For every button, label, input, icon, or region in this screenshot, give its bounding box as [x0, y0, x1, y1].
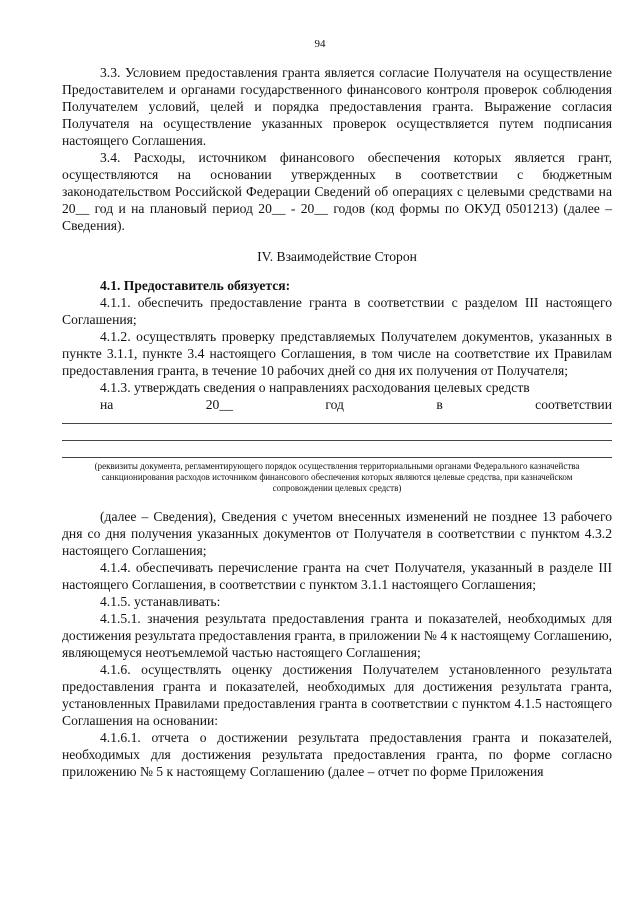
paragraph-4-1-4: 4.1.4. обеспечивать перечисление гранта на счет Получателя, указанный в разделе III настоящего Соглашения, в соответствии с пунктом 3.1.1 настоящего Соглашения;	[62, 560, 612, 592]
paragraph-4-1-5-1: 4.1.5.1. значения результата предоставления гранта и показателей, необходимых для достижения результата предоставления гранта, в приложении № 4 к настоящему Соглашению, являющемуся неотъемлемой частью настоящего Соглашения;	[62, 611, 612, 660]
word: год	[325, 397, 344, 412]
word: на	[100, 397, 114, 412]
paragraph-4-1-5: 4.1.5. устанавливать:	[100, 594, 221, 609]
paragraph-4-1-6-1: 4.1.6.1. отчета о достижении результата предоставления гранта и показателей, необходимых для достижения результата предоставления гранта, по форме согласно приложению № 5 к настоящему Соглашению (далее – отчет по форме Приложения	[62, 730, 612, 779]
paragraph-4-1-1: 4.1.1. обеспечить предоставление гранта в соответствии с разделом III настоящего Соглашения;	[62, 295, 612, 327]
fill-in-line	[62, 457, 612, 458]
paragraph-3-3: 3.3. Условием предоставления гранта является согласие Получателя на осуществление Предоставителем и органами государственного финансового контроля проверок соблюдения Получателем условий, целей и порядка предоставления гранта. Выражение согласия Получателя на осуществление указанных проверок осуществляется путем подписания настоящего Соглашения.	[62, 65, 612, 148]
page-number: 94	[314, 38, 326, 50]
paragraph-3-4: 3.4. Расходы, источником финансового обеспечения которых является грант, осуществляются на основании утвержденных в соответствии с бюджетным законодательством Российской Федерации Сведений об операциях с целевыми средствами на 20__ год и на плановый период 20__ - 20__ годов (код формы по ОКУД 0501213) (далее – Сведения).	[62, 150, 612, 233]
word: в	[436, 397, 443, 412]
document-body	[62, 64, 612, 780]
footnote-caption: (реквизиты документа, регламентирующего порядок осуществления территориальными органами Федерального казначейства санкционирования расходов источником финансового обеспечения которых являются целевые средства, при казначейском сопровождении целевых средств)	[94, 461, 580, 493]
paragraph-4-1-3-continuation	[100, 396, 612, 413]
word: соответствии	[535, 397, 612, 412]
paragraph-4-1-2: 4.1.2. осуществлять проверку представляемых Получателем документов, указанных в пункте 3.1.1, пункте 3.4 настоящего Соглашения, в том числе на соответствие их Правилам предоставления гранта, в течение 10 рабочих дней со дня их получения от Получателя;	[62, 329, 612, 378]
word: 20__	[205, 397, 233, 412]
paragraph-4-1: 4.1. Предоставитель обязуется:	[100, 278, 291, 293]
section-heading: IV. Взаимодействие Сторон	[257, 249, 417, 264]
paragraph-details: (далее – Сведения), Сведения с учетом внесенных изменений не позднее 13 рабочего дня со дня получения указанных документов от Получателя в соответствии с пунктом 4.3.2 настоящего Соглашения;	[62, 509, 612, 558]
paragraph-4-1-3: 4.1.3. утверждать сведения о направлениях расходования целевых средств	[100, 380, 530, 395]
paragraph-4-1-6: 4.1.6. осуществлять оценку достижения Получателем установленного результата предоставления гранта и показателей, необходимых для достижения результата гранта, установленных Правилами предоставления гранта в соответствии с пунктом 4.1.5 настоящего Соглашения на основании:	[62, 662, 612, 728]
